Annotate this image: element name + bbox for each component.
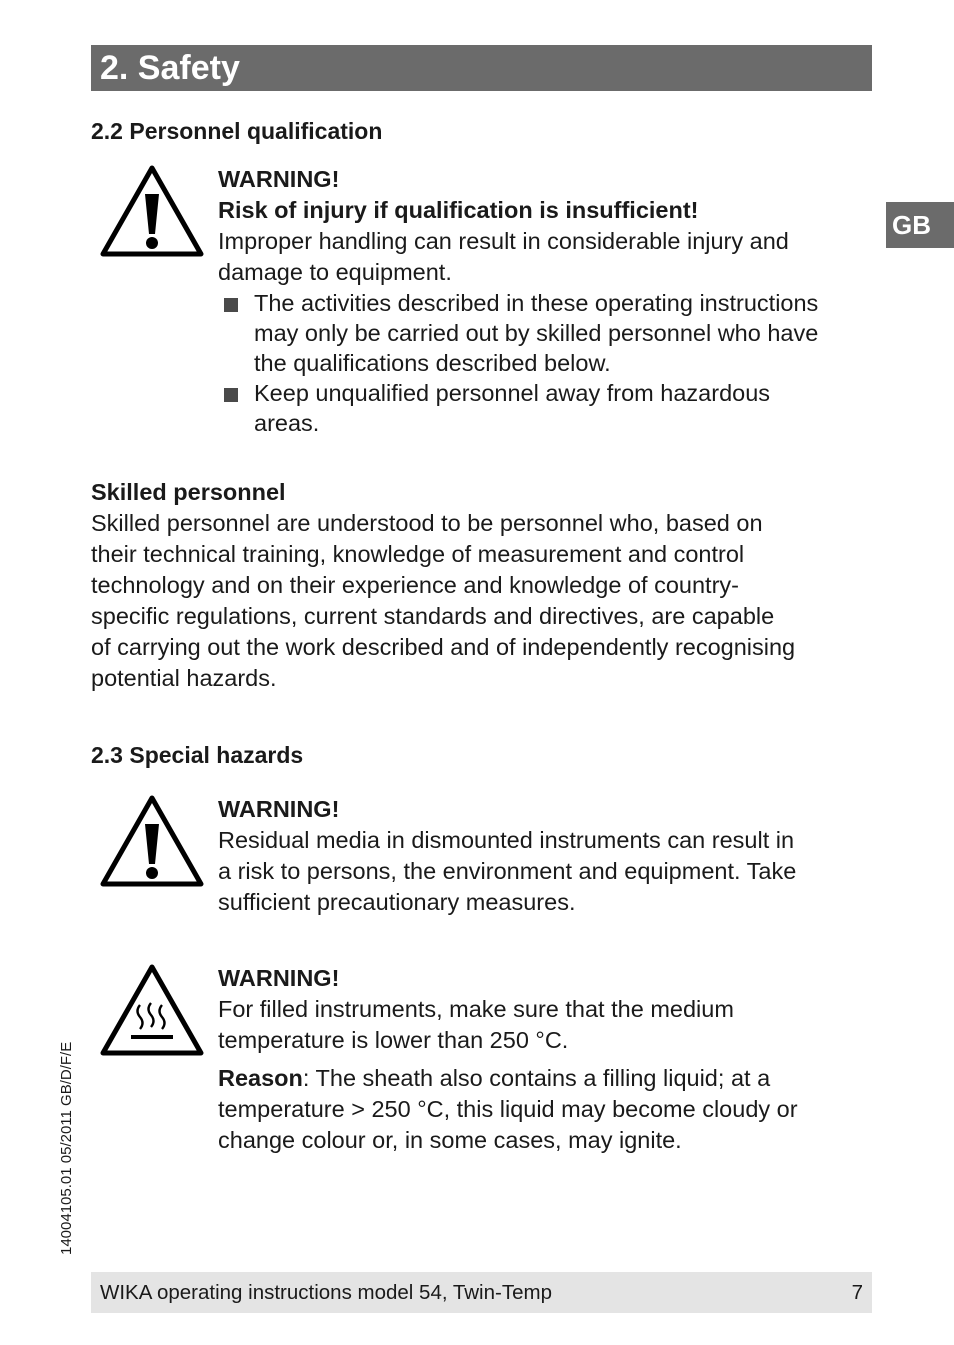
- warning-block-qualification: [218, 164, 868, 438]
- language-tab: [886, 202, 954, 248]
- heading-special-hazards: 2.3 Special hazards: [91, 742, 304, 768]
- reason-line: temperature > 250 °C, this liquid may become cloudy or: [218, 1096, 798, 1122]
- skilled-personnel-block: [91, 477, 871, 694]
- warning-text-line: sufficient precautionary measures.: [218, 889, 576, 915]
- warning-text-line: For filled instruments, make sure that the medium: [218, 996, 734, 1022]
- bullet-line: areas.: [254, 410, 320, 436]
- heading-personnel-qualification: 2.2 Personnel qualification: [91, 118, 383, 144]
- bullet-line: Keep unqualified personnel away from hazardous: [254, 380, 771, 406]
- paragraph-line: their technical training, knowledge of measurement and control: [91, 541, 745, 567]
- warning-label: WARNING!: [218, 166, 340, 192]
- warning-text-line: temperature is lower than 250 °C.: [218, 1027, 569, 1053]
- reason-line: [218, 1063, 868, 1094]
- square-bullet-icon: [224, 388, 238, 402]
- warning-block-temperature: [218, 963, 868, 1156]
- bullet-line: may only be carried out by skilled personnel who have: [254, 320, 819, 346]
- reason-text: : The sheath also contains a filling liquid; at a: [302, 1065, 771, 1091]
- document-code: 14004105.01 05/2011 GB/D/F/E: [58, 1041, 75, 1255]
- skilled-personnel-heading: Skilled personnel: [91, 479, 286, 505]
- paragraph-line: of carrying out the work described and of independently recognising: [91, 634, 796, 660]
- warning-subtitle: Risk of injury if qualification is insufficient!: [218, 197, 699, 223]
- warning-triangle-icon: [99, 164, 205, 260]
- paragraph-line: technology and on their experience and knowledge of country-: [91, 572, 739, 598]
- warning-text-line: Improper handling can result in considerable injury and: [218, 228, 789, 254]
- section-title-bar: [91, 45, 872, 91]
- reason-label: Reason: [218, 1065, 303, 1091]
- square-bullet-icon: [224, 298, 238, 312]
- hot-surface-warning-icon: [99, 963, 205, 1059]
- reason-line: change colour or, in some cases, may ignite.: [218, 1127, 682, 1153]
- warning-text-line: a risk to persons, the environment and equipment. Take: [218, 858, 797, 884]
- bullet-list: [218, 288, 868, 438]
- paragraph-line: potential hazards.: [91, 665, 277, 691]
- page-number: 7: [851, 1281, 863, 1304]
- language-tab-label: GB: [892, 210, 931, 240]
- warning-text-line: Residual media in dismounted instruments can result in: [218, 827, 795, 853]
- list-item: [218, 378, 868, 438]
- list-item: [218, 288, 868, 378]
- warning-label: WARNING!: [218, 796, 340, 822]
- paragraph-line: Skilled personnel are understood to be personnel who, based on: [91, 510, 763, 536]
- section-title: 2. Safety: [100, 49, 240, 87]
- warning-label: WARNING!: [218, 965, 340, 991]
- warning-block-residual-media: [218, 794, 868, 918]
- footer-text: WIKA operating instructions model 54, Twin-Temp: [100, 1281, 552, 1304]
- warning-text-line: damage to equipment.: [218, 259, 452, 285]
- warning-triangle-icon: [99, 794, 205, 890]
- bullet-line: the qualifications described below.: [254, 350, 611, 376]
- paragraph-line: specific regulations, current standards and directives, are capable: [91, 603, 775, 629]
- page-footer: [91, 1272, 872, 1313]
- bullet-line: The activities described in these operating instructions: [254, 290, 819, 316]
